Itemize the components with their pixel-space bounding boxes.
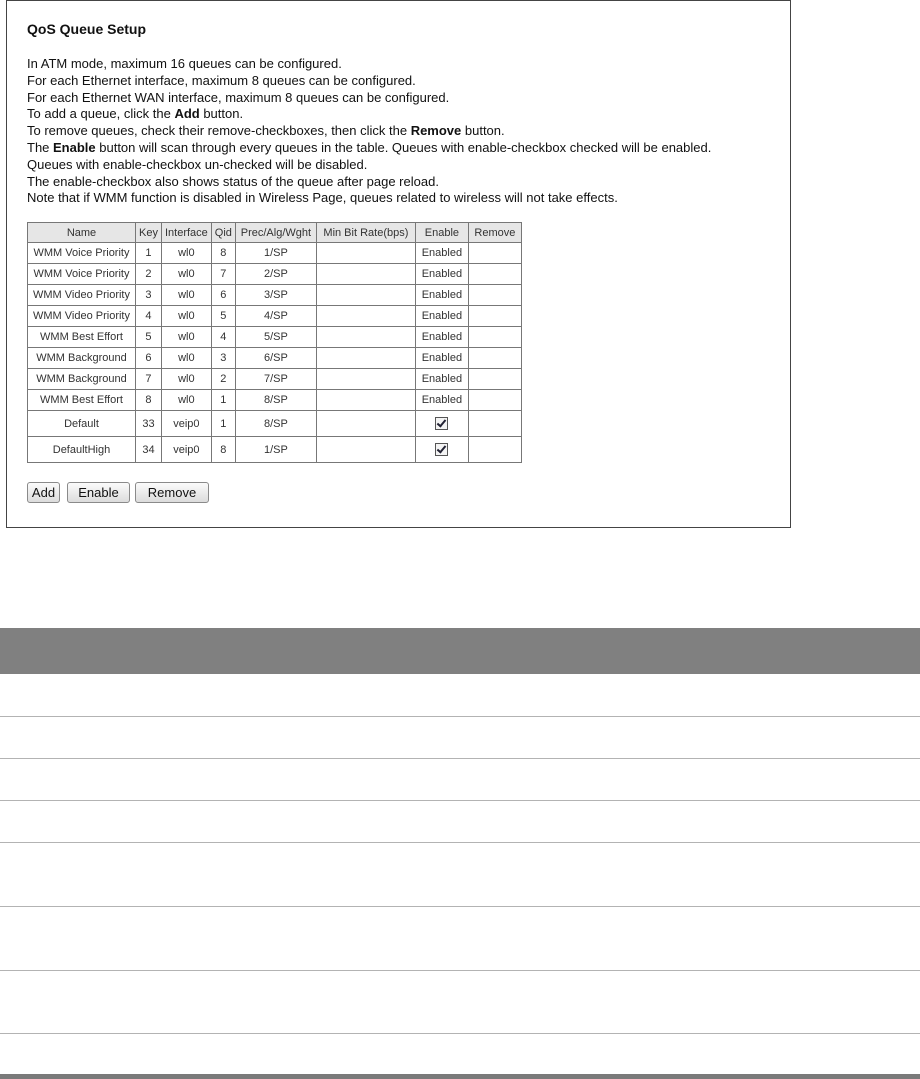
- cell-remove: [468, 306, 521, 327]
- description: [27, 56, 787, 207]
- cell-prec: 4/SP: [235, 306, 316, 327]
- table-row: [28, 348, 522, 369]
- cell-min-rate: [316, 411, 415, 437]
- cell-remove: [468, 390, 521, 411]
- cell-enable: [415, 437, 468, 463]
- document-bottom-rule: [0, 1074, 920, 1079]
- description-line: In ATM mode, maximum 16 queues can be configured.: [27, 56, 342, 71]
- cell-remove: [468, 327, 521, 348]
- cell-name: WMM Video Priority: [28, 285, 136, 306]
- table-row: [28, 369, 522, 390]
- cell-qid: 4: [211, 327, 235, 348]
- enable-button[interactable]: Enable: [67, 482, 130, 503]
- cell-interface: veip0: [161, 411, 211, 437]
- description-text: button will scan through every queues in the table. Queues with enable-checkbox checked will be enabled.: [95, 139, 712, 155]
- cell-name: WMM Background: [28, 348, 136, 369]
- cell-enable: [415, 411, 468, 437]
- row-divider: [0, 800, 920, 801]
- description-bold-text: Remove: [410, 123, 462, 139]
- cell-interface: wl0: [161, 348, 211, 369]
- column-header-key: Key: [136, 223, 162, 243]
- description-bold-text: Add: [174, 106, 200, 122]
- description-line: For each Ethernet interface, maximum 8 queues can be configured.: [27, 72, 416, 88]
- cell-name: WMM Voice Priority: [28, 264, 136, 285]
- cell-enable-status: Enabled: [415, 264, 468, 285]
- cell-min-rate: [316, 327, 415, 348]
- cell-min-rate: [316, 264, 415, 285]
- cell-enable-status: Enabled: [415, 285, 468, 306]
- cell-key: 1: [136, 243, 162, 264]
- cell-interface: wl0: [161, 243, 211, 264]
- cell-qid: 5: [211, 306, 235, 327]
- table-row: [28, 306, 522, 327]
- cell-key: 3: [136, 285, 162, 306]
- page-title: QoS Queue Setup: [27, 21, 147, 37]
- cell-key: 7: [136, 369, 162, 390]
- description-line: For each Ethernet WAN interface, maximum 8 queues can be configured.: [27, 89, 450, 105]
- cell-key: 4: [136, 306, 162, 327]
- cell-min-rate: [316, 369, 415, 390]
- cell-prec: 7/SP: [235, 369, 316, 390]
- cell-interface: wl0: [161, 390, 211, 411]
- cell-key: 8: [136, 390, 162, 411]
- enable-checkbox[interactable]: [435, 443, 448, 456]
- cell-enable-status: Enabled: [415, 306, 468, 327]
- row-divider: [0, 1033, 920, 1034]
- description-bold-text: Enable: [53, 139, 96, 155]
- table-row: [28, 437, 522, 463]
- description-line: [27, 123, 787, 140]
- cell-name: WMM Best Effort: [28, 327, 136, 348]
- cell-name: WMM Voice Priority: [28, 243, 136, 264]
- document-table-header-bar: [0, 628, 920, 674]
- cell-qid: 3: [211, 348, 235, 369]
- row-divider: [0, 716, 920, 717]
- cell-enable-status: Enabled: [415, 243, 468, 264]
- cell-interface: wl0: [161, 285, 211, 306]
- cell-key: 6: [136, 348, 162, 369]
- cell-key: 2: [136, 264, 162, 285]
- table-row: [28, 243, 522, 264]
- table-row: [28, 327, 522, 348]
- cell-interface: wl0: [161, 306, 211, 327]
- row-divider: [0, 906, 920, 907]
- column-header-enable: Enable: [415, 223, 468, 243]
- cell-qid: 2: [211, 369, 235, 390]
- description-line: Note that if WMM function is disabled in Wireless Page, queues related to wireless will not take effects.: [27, 190, 618, 206]
- table-row: [28, 390, 522, 411]
- cell-interface: wl0: [161, 369, 211, 390]
- row-divider: [0, 970, 920, 971]
- table-row: [28, 411, 522, 437]
- cell-remove: [468, 285, 521, 306]
- cell-min-rate: [316, 285, 415, 306]
- table-row: [28, 264, 522, 285]
- cell-qid: 1: [211, 411, 235, 437]
- table-row: [28, 285, 522, 306]
- cell-key: 34: [136, 437, 162, 463]
- column-header-interface: Interface: [161, 223, 211, 243]
- description-text: To remove queues, check their remove-checkboxes, then click the: [27, 123, 411, 139]
- cell-min-rate: [316, 437, 415, 463]
- cell-key: 33: [136, 411, 162, 437]
- cell-min-rate: [316, 348, 415, 369]
- row-divider: [0, 758, 920, 759]
- cell-remove: [468, 437, 521, 463]
- cell-qid: 6: [211, 285, 235, 306]
- cell-enable-status: Enabled: [415, 327, 468, 348]
- description-line: Queues with enable-checkbox un-checked will be disabled.: [27, 156, 368, 172]
- cell-min-rate: [316, 243, 415, 264]
- cell-qid: 1: [211, 390, 235, 411]
- description-line: [27, 106, 787, 123]
- cell-remove: [468, 369, 521, 390]
- cell-interface: veip0: [161, 437, 211, 463]
- cell-prec: 3/SP: [235, 285, 316, 306]
- description-text: button.: [461, 123, 505, 139]
- cell-interface: wl0: [161, 327, 211, 348]
- cell-enable-status: Enabled: [415, 369, 468, 390]
- column-header-remove: Remove: [468, 223, 521, 243]
- cell-min-rate: [316, 390, 415, 411]
- description-text: To add a queue, click the: [27, 106, 175, 122]
- column-header-min-bit-rate: Min Bit Rate(bps): [316, 223, 415, 243]
- cell-name: DefaultHigh: [28, 437, 136, 463]
- enable-checkbox[interactable]: [435, 417, 448, 430]
- cell-name: WMM Background: [28, 369, 136, 390]
- cell-interface: wl0: [161, 264, 211, 285]
- cell-enable-status: Enabled: [415, 348, 468, 369]
- description-line: [27, 140, 787, 157]
- cell-remove: [468, 411, 521, 437]
- description-line: The enable-checkbox also shows status of the queue after page reload.: [27, 173, 439, 189]
- qos-queue-setup-panel: [6, 0, 791, 528]
- cell-prec: 8/SP: [235, 390, 316, 411]
- cell-qid: 7: [211, 264, 235, 285]
- cell-prec: 6/SP: [235, 348, 316, 369]
- table-header-row: [28, 223, 522, 243]
- cell-qid: 8: [211, 437, 235, 463]
- cell-name: WMM Video Priority: [28, 306, 136, 327]
- queue-table: [27, 222, 522, 463]
- cell-name: Default: [28, 411, 136, 437]
- row-divider: [0, 842, 920, 843]
- description-text: The: [27, 139, 54, 155]
- cell-key: 5: [136, 327, 162, 348]
- cell-min-rate: [316, 306, 415, 327]
- cell-prec: 1/SP: [235, 437, 316, 463]
- cell-prec: 1/SP: [235, 243, 316, 264]
- remove-button[interactable]: Remove: [135, 482, 209, 503]
- add-button[interactable]: Add: [27, 482, 60, 503]
- cell-prec: 5/SP: [235, 327, 316, 348]
- cell-qid: 8: [211, 243, 235, 264]
- description-text: button.: [199, 106, 244, 122]
- cell-enable-status: Enabled: [415, 390, 468, 411]
- cell-prec: 2/SP: [235, 264, 316, 285]
- cell-remove: [468, 243, 521, 264]
- cell-remove: [468, 348, 521, 369]
- column-header-prec-alg-wght: Prec/Alg/Wght: [235, 223, 316, 243]
- cell-remove: [468, 264, 521, 285]
- cell-name: WMM Best Effort: [28, 390, 136, 411]
- cell-prec: 8/SP: [235, 411, 316, 437]
- column-header-qid: Qid: [211, 223, 235, 243]
- column-header-name: Name: [28, 223, 136, 243]
